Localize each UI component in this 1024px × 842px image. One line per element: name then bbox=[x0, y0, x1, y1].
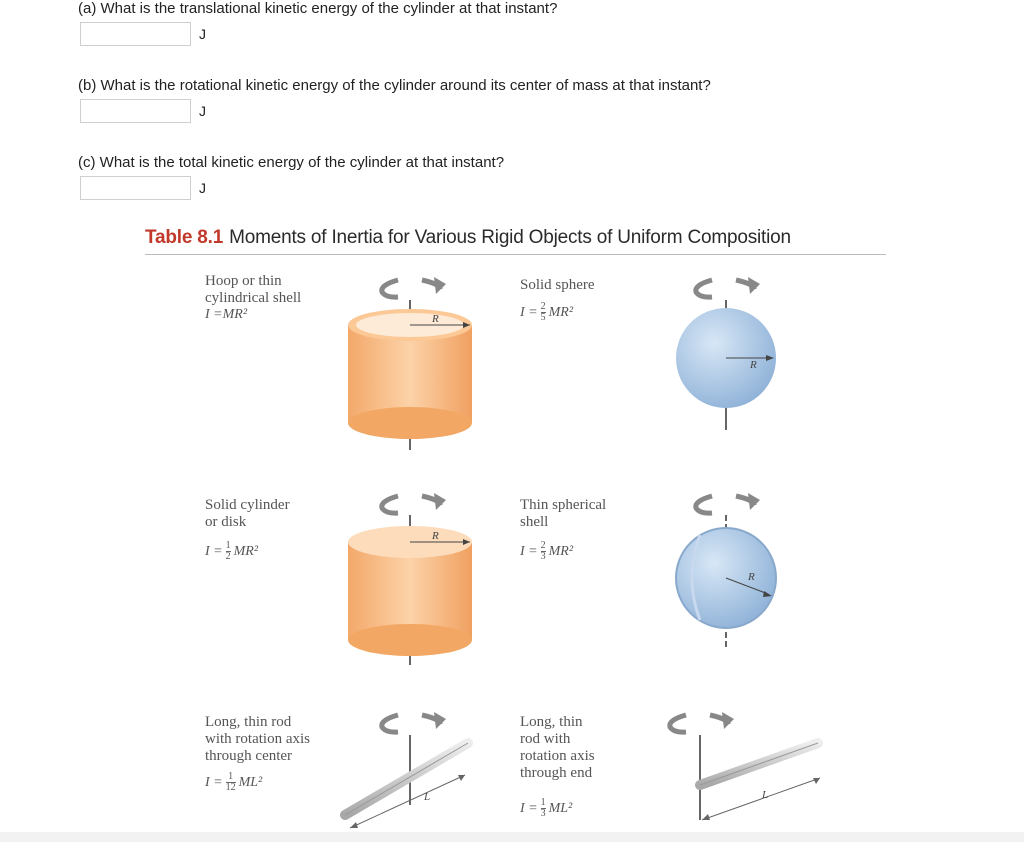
hoop-figure bbox=[348, 300, 472, 450]
item-rod-end-formula: I = $\frac{1}{3}$ ML² bbox=[520, 797, 573, 819]
rod-end-figure bbox=[700, 735, 820, 820]
question-a-label: (a) What is the translational kinetic energy of the cylinder at that instant? bbox=[78, 0, 558, 17]
answer-b-unit: J bbox=[199, 103, 206, 119]
svg-text:R: R bbox=[432, 313, 439, 325]
fraction: $\frac{1}{12}$ bbox=[225, 771, 236, 793]
answer-c-unit: J bbox=[199, 180, 206, 196]
item-solid-sphere-formula: I = $\frac{2}{5}$ MR² bbox=[520, 301, 574, 323]
item-solid-cylinder-name: Solid cylinder or disk bbox=[205, 497, 290, 530]
question-b-label: (b) What is the rotational kinetic energy of the cylinder around its center of mass at that instant? bbox=[78, 77, 711, 94]
svg-text:L: L bbox=[762, 789, 769, 801]
item-hoop-formula: I = MR² bbox=[205, 307, 248, 322]
svg-text:R: R bbox=[750, 359, 757, 371]
question-c-label: (c) What is the total kinetic energy of the cylinder at that instant? bbox=[78, 154, 505, 171]
rotation-arrow-icon bbox=[382, 277, 446, 297]
table-title-text: Moments of Inertia for Various Rigid Objects of Uniform Composition bbox=[229, 227, 791, 248]
fraction: $\frac{2}{5}$ bbox=[540, 301, 546, 323]
svg-text:R: R bbox=[748, 571, 755, 583]
rotation-arrow-icon bbox=[382, 493, 446, 513]
solid-sphere-figure bbox=[676, 300, 776, 430]
item-rod-center-name: Long, thin rod with rotation axis through center bbox=[205, 714, 310, 764]
svg-text:R: R bbox=[432, 530, 439, 542]
rotation-arrow-icon bbox=[670, 712, 734, 732]
fraction: $\frac{1}{3}$ bbox=[540, 797, 546, 819]
rod-center-figure bbox=[345, 735, 468, 828]
item-hoop-name: Hoop or thin cylindrical shell bbox=[205, 273, 302, 306]
svg-text:L: L bbox=[424, 791, 431, 803]
rotation-arrow-icon bbox=[382, 712, 446, 732]
item-rod-center-formula: I = $\frac{1}{12}$ ML² bbox=[205, 771, 263, 793]
answer-a-unit: J bbox=[199, 26, 206, 42]
item-solid-sphere-name: Solid sphere bbox=[520, 277, 595, 293]
fraction: $\frac{1}{2}$ bbox=[225, 540, 231, 562]
rotation-arrow-icon bbox=[696, 277, 760, 297]
fraction: $\frac{2}{3}$ bbox=[540, 540, 546, 562]
item-spherical-shell-name: Thin spherical shell bbox=[520, 497, 607, 530]
spherical-shell-figure bbox=[676, 515, 776, 648]
rotation-arrow-icon bbox=[696, 493, 760, 513]
item-spherical-shell-formula: I = $\frac{2}{3}$ MR² bbox=[520, 540, 574, 562]
table-number: Table 8.1 bbox=[145, 227, 224, 248]
solid-cylinder-figure bbox=[348, 515, 472, 665]
page-footer-strip bbox=[0, 832, 1024, 842]
item-solid-cylinder-formula: I = $\frac{1}{2}$ MR² bbox=[205, 540, 259, 562]
item-rod-end-name: Long, thin rod with rotation axis through end bbox=[520, 714, 595, 781]
